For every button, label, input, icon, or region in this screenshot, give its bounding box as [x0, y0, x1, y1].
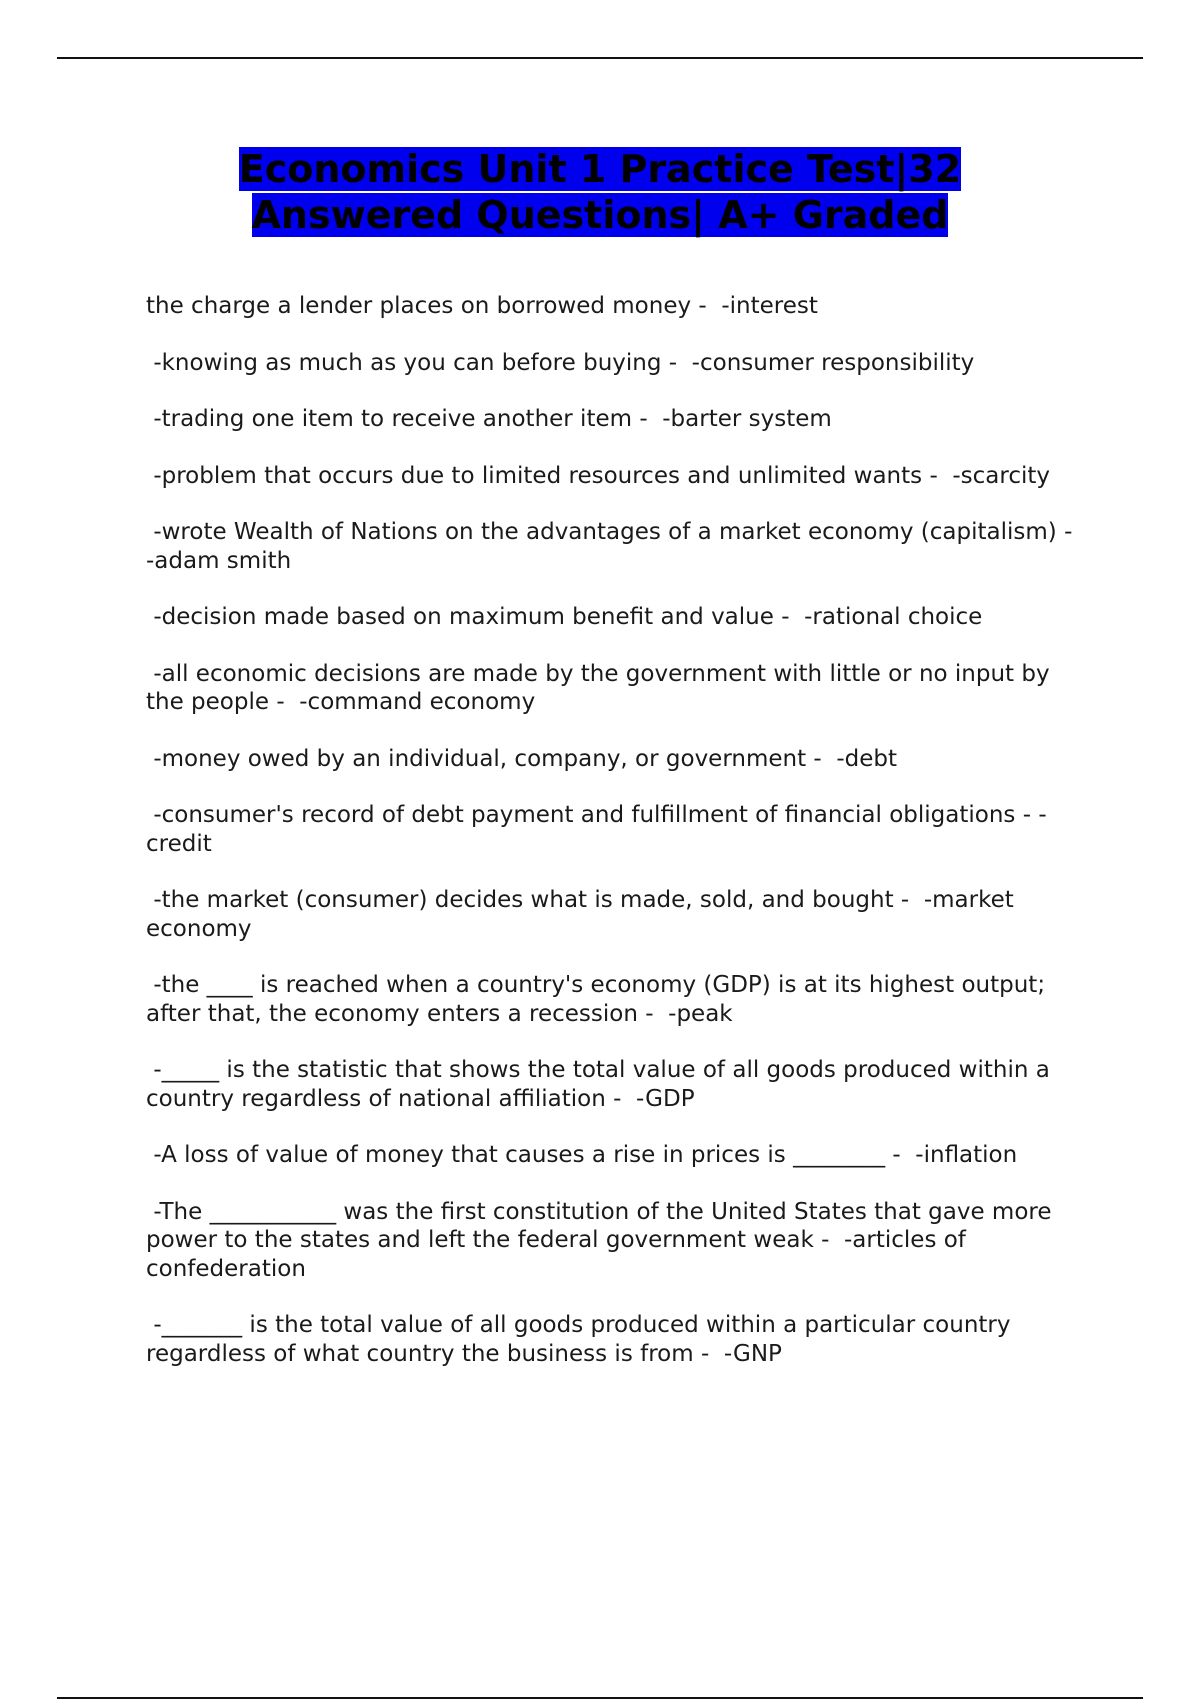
page-bottom-rule: [57, 1697, 1143, 1699]
qa-item: -the ____ is reached when a country's economy (GDP) is at its highest output; after that, the economy enters a recession - -peak: [146, 972, 1053, 1027]
qa-item: -_____ is the statistic that shows the total value of all goods produced within a country regardless of national affiliation - -GDP: [146, 1057, 1058, 1112]
qa-item: -The ___________ was the first constitution of the United States that gave more power to the states and left the federal government weak - -articles of confederation: [146, 1198, 1059, 1282]
qa-item: -wrote Wealth of Nations on the advantages of a market economy (capitalism) - -adam smith: [146, 519, 1087, 574]
qa-item: the charge a lender places on borrowed money - -interest: [146, 293, 818, 319]
qa-item: -A loss of value of money that causes a rise in prices is ________ - -inflation: [146, 1142, 1018, 1168]
qa-item: -decision made based on maximum benefit and value - -rational choice: [146, 604, 983, 630]
qa-item: -money owed by an individual, company, or government - -debt: [146, 745, 898, 772]
page-top-rule: [57, 57, 1143, 59]
qa-item: -problem that occurs due to limited resources and unlimited wants - -scarcity: [146, 462, 1051, 489]
qa-item: -consumer's record of debt payment and fulfillment of financial obligations - -credit: [146, 802, 1047, 857]
qa-item: -all economic decisions are made by the government with little or no input by the people - -command economy: [146, 660, 1057, 715]
qa-item: -knowing as much as you can before buying - -consumer responsibility: [146, 349, 975, 376]
title-block: [146, 146, 1054, 238]
qa-list: [146, 292, 1086, 1396]
document-title: Economics Unit 1 Practice Test|32 Answered Questions| A+ Graded: [238, 147, 962, 237]
qa-item: -trading one item to receive another item - -barter system: [146, 406, 832, 432]
qa-item: -_______ is the total value of all goods produced within a particular country regardless of what country the business is from - -GNP: [146, 1312, 1018, 1367]
qa-item: -the market (consumer) decides what is made, sold, and bought - -market economy: [146, 887, 1022, 942]
